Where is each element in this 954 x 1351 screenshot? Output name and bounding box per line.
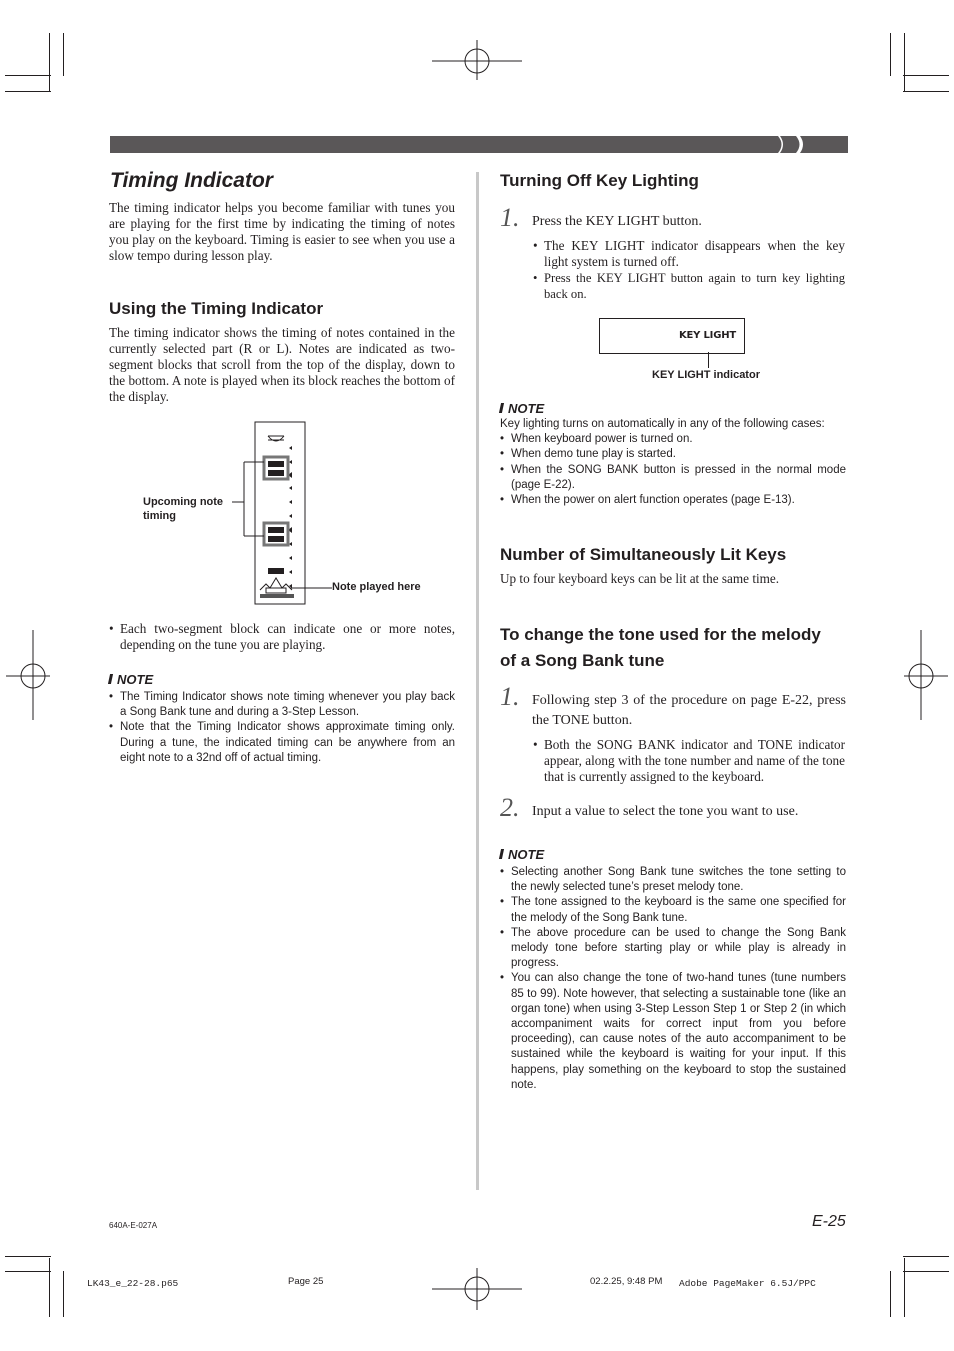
header-bar-tabs [772,136,850,153]
list-item: • Selecting another Song Bank tune switches the tone setting to the newly selected tune’s preset melody tone. [500,865,846,895]
note-played-label: Note played here [332,581,421,593]
right-notes-list-1 [500,432,846,508]
keylight-bullets [533,238,845,302]
step-text: Input a value to select the tone you want to use. [532,804,799,819]
list-item: • The Timing Indicator shows note timing whenever you play back a Song Bank tune and during a 3-Step Lesson. [109,690,455,720]
section-heading-tone: To change the tone used for the melody of a Song Bank tune [500,625,821,670]
list-item: • The KEY LIGHT indicator disappears when the key light system is turned off. [533,238,845,270]
upcoming-note-label: Upcoming note timing [143,496,224,522]
list-item: • Press the KEY LIGHT button again to turn key lighting back on. [533,270,845,302]
keylight-display-text: KEY LIGHT [679,330,736,341]
note-icon [108,674,113,684]
section-heading-simultaneous: Number of Simultaneously Lit Keys [500,545,787,564]
using-paragraph: The timing indicator shows the timing of notes contained in the currently selected part (R or L). Notes are indicated as two-segment blocks that scroll from the top of the display, down to the bottom. A note is played when its block reaches the bottom of the display. [109,325,455,404]
page-number: E-25 [812,1213,846,1230]
list-item: • You can also change the tone of two-hand tunes (tune numbers 85 to 99). Note however, that selecting a sustainable tone (like an organ tone) when using 3-Step Lesson Step 1 or Step 2 (in which accompaniment waits for correct input from you before proceeding), can cause notes of the auto accompaniment to be sustained while the keyboard is waiting for your input. If this happens, play something on the keyboard to stop the sustained note. [500,971,846,1093]
footer-date: 02.2.25, 9:48 PM [590,1276,663,1287]
display-caption: KEY LIGHT indicator [652,369,760,381]
list-item: • The tone assigned to the keyboard is the same one specified for the melody of the Song Bank tune. [500,895,846,925]
column-divider [476,172,479,1190]
list-item: • When keyboard power is turned on. [500,432,846,447]
document-code: 640A-E-027A [109,1221,158,1230]
footer-app: Adobe PageMaker 6.5J/PPC [679,1278,816,1289]
step-number: 1. [500,682,520,711]
section-heading-using: Using the Timing Indicator [109,299,324,318]
keylight-display [599,318,745,354]
tone-bullets [533,737,845,785]
list-item: • Each two-segment block can indicate one or more notes, depending on the tune you are playing. [109,621,455,653]
list-item: • When the SONG BANK button is pressed in the normal mode (page E-22). [500,463,846,493]
right-notes-list-2 [500,865,846,1093]
page-title: Timing Indicator [110,169,273,192]
note-intro: Key lighting turns on automatically in any of the following cases: [500,418,825,430]
simultaneous-paragraph: Up to four keyboard keys can be lit at the same time. [500,571,780,586]
list-item: • When demo tune play is started. [500,447,846,462]
list-item: • Note that the Timing Indicator shows approximate timing only. During a tune, the indicated timing can be anywhere from an eight note to a 32nd off of actual timing. [109,720,455,766]
left-bullet-list [109,621,455,653]
step-number: 1. [500,203,520,232]
display-pointer [708,352,709,368]
note-icon [499,403,504,413]
step-text: Press the KEY LIGHT button. [532,214,702,229]
left-note-block [109,672,455,766]
note-icon [499,849,504,859]
note-heading: NOTE [109,672,455,687]
right-note-block-1 [500,401,846,508]
timing-display [230,420,310,606]
step-number: 2. [500,793,520,822]
footer-page: Page 25 [288,1276,324,1287]
right-note-block-2 [500,847,846,1093]
list-item: • When the power on alert function operates (page E-13). [500,493,846,508]
left-notes-list [109,690,455,766]
step-text: Following step 3 of the procedure on page E-22, press the TONE button. [532,693,846,728]
section-heading-keylight: Turning Off Key Lighting [500,171,699,190]
list-item: • The above procedure can be used to change the Song Bank melody tone before starting play or while play is already in progress. [500,926,846,972]
list-item: • Both the SONG BANK indicator and TONE indicator appear, along with the tone number and name of the tone that is currently assigned to the keyboard. [533,737,845,785]
note-heading: NOTE [500,847,846,862]
footer-filename: LK43_e_22-28.p65 [87,1278,179,1289]
intro-paragraph: The timing indicator helps you become familiar with tunes you are playing for the first time by indicating the timing of notes you play on the keyboard. Timing is easier to see when you use a slow tempo during lesson play. [109,200,455,263]
header-bar [110,136,774,153]
note-heading: NOTE [500,401,846,416]
